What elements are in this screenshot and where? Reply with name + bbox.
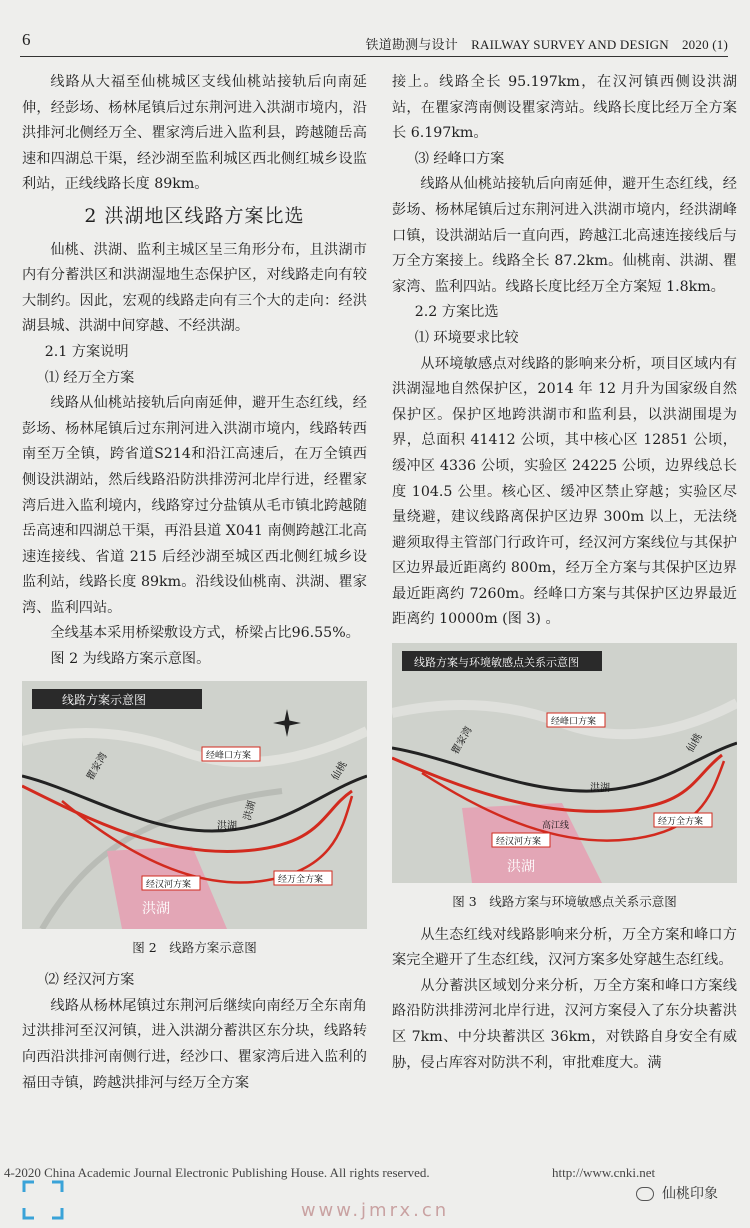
paragraph: 线路从杨林尾镇过东荆河后继续向南经万全东南角过洪排河至汉河镇，进入洪湖分蓄洪区东分块，线路转向西沿洪排河南侧行进，经沙口、瞿家湾后进入监利的福田寺镇，跨越洪排河与经万全方案 <box>22 997 367 1091</box>
label-qujiawan: 瞿家湾 <box>85 750 110 783</box>
figure-3-caption: 图 3 线路方案与环境敏感点关系示意图 <box>452 894 677 910</box>
section-heading: 2 洪湖地区线路方案比选 <box>84 204 305 227</box>
figure-2-map <box>22 681 367 929</box>
page-number: 6 <box>22 30 31 49</box>
label-fengkou: 经峰口方案 <box>206 750 252 761</box>
map-banner-title: 线路方案与环境敏感点关系示意图 <box>414 656 579 670</box>
subsection-heading: ⑶ 经峰口方案 <box>414 150 505 167</box>
figure-2-caption: 图 2 线路方案示意图 <box>132 939 257 955</box>
copyright-notice: 4-2020 China Academic Journal Electronic Publishing House. All rights reserved. <box>4 1165 430 1180</box>
label-fengkou: 经峰口方案 <box>551 717 597 728</box>
paragraph: 线路从仙桃站接轨后向南延伸，避开生态红线，经彭场、杨林尾镇后过东荆河进入洪湖市境内，经洪湖峰口镇，设洪湖站后一直向西，跨越江北高速连接线后与万全方案接上。线路全长 87.2km。仙桃南、洪湖、瞿家湾、监利四站。线路长度比经万全方案短 1.8km。 <box>392 176 737 295</box>
subsection-heading: ⑵ 经汉河方案 <box>44 972 135 989</box>
figure-3-map <box>392 643 737 883</box>
map-banner-title: 线路方案示意图 <box>62 692 147 707</box>
cnki-url[interactable]: http://www.cnki.net <box>552 1165 656 1180</box>
label-wanquan: 经万全方案 <box>278 874 324 885</box>
label-hanhe: 经汉河方案 <box>146 879 192 890</box>
site-watermark: www.jmrx.cn <box>300 1200 450 1221</box>
subsection-heading: ⑴ 经万全方案 <box>44 369 135 386</box>
label-xiantao: 仙桃 <box>685 731 705 755</box>
paragraph: 接上。线路全长 95.197km，在汉河镇西侧设洪湖站，在瞿家湾南侧设瞿家湾站。线路长度比经万全方案长 6.197km。 <box>392 74 737 142</box>
label-qujiawan: 瞿家湾 <box>450 725 475 757</box>
label-xiantao: 仙桃 <box>330 759 350 783</box>
route-map-svg <box>22 681 367 929</box>
subsection-heading: 2.2 方案比选 <box>414 304 499 321</box>
label-gaotie: 高江线 <box>542 821 570 832</box>
paragraph: 图 2 为线路方案示意图。 <box>50 651 211 668</box>
paragraph: 全线基本采用桥梁敷设方式，桥梁占比96.55%。 <box>50 625 360 642</box>
label-honghu: 洪湖 <box>242 799 259 822</box>
paragraph: 从生态红线对线路影响来分析，万全方案和峰口方案完全避开了生态红线，汉河方案多处穿越生态红线。 <box>392 926 737 969</box>
sensitivity-map-svg <box>392 643 737 883</box>
running-header <box>20 28 728 57</box>
paragraph: 线路从仙桃站接轨后向南延伸，避开生态红线，经彭场、杨林尾镇后过东荆河进入洪湖市境内，线路转西南至万全镇，跨省道S214和沿江高速后，在万全镇西侧设洪湖站，然后线路沿防洪排涝河北岸行进，经瞿家湾后进入监利境内，线路穿过分盐镇从毛市镇北跨越随岳高速和四湖总干渠，再沿县道 X041 南侧跨越江北高速连接线、省道 215 后经沙湖至城区西北侧红城乡设监利站，线路长度 89km。沿线设仙桃南、洪湖、瞿家湾、监利四站。 <box>22 395 367 616</box>
paragraph: 从分蓄洪区域划分来分析，万全方案和峰口方案线路沿防洪排涝河北岸行进，汉河方案侵入了东分块蓄洪区 7km、中分块蓄洪区 36km，对铁路自身安全有威胁，侵占库容对防洪不利，审批难度大。满 <box>392 977 737 1071</box>
right-column <box>392 70 737 1076</box>
label-wanquan: 经万全方案 <box>658 817 704 828</box>
paragraph: 仙桃、洪湖、监利主城区呈三角形分布，且洪湖市内有分蓄洪区和洪湖湿地生态保护区，对线路走向有较大制约。因此，宏观的线路走向有三个大的走向：经洪湖县城、洪湖中间穿越、不经洪湖。 <box>22 241 367 335</box>
label-hanhe: 经汉河方案 <box>496 837 542 848</box>
paragraph: 从环境敏感点对线路的影响来分析，项目区域内有洪湖湿地自然保护区，2014 年 12 月升为国家级自然保护区。保护区地跨洪湖市和监利县，以洪湖围堤为界，总面积 41412 公顷，其中核心区 12851 公顷，缓冲区 4336 公顷，实验区 24225 公顷，边界线总长度 104.5 公里。核心区、缓冲区禁止穿越；实验区尽量绕避，建议线路离保护区边界 300m 以上，无法绕避须取得主管部门行政许可，经汉河方案线位与其保护区边界最近距离约 800m，经万全方案与其保护区边界最近距离约 7260m。经峰口方案与其保护区边界最近距离约 10000m (图 3) 。 <box>392 355 737 628</box>
brand-name: 仙桃印象 <box>662 1186 718 1202</box>
label-honghu: 洪湖 <box>590 783 610 795</box>
label-honghu-2: 洪湖 <box>217 820 237 832</box>
label-lake: 洪湖 <box>142 900 170 917</box>
label-lake: 洪湖 <box>507 859 535 876</box>
subsection-heading: 2.1 方案说明 <box>44 343 129 360</box>
paragraph: 线路从大福至仙桃城区支线仙桃站接轨后向南延伸，经彭场、杨林尾镇后过东荆河进入洪湖市境内，沿洪排河北侧经万全、瞿家湾后进入监利县，跨越随岳高速和四湖总干渠，经沙湖至监利城区西北侧红城乡设监利站，正线线路长度 89km。 <box>22 74 367 193</box>
wechat-icon <box>636 1187 654 1201</box>
subsection-heading: ⑴ 环境要求比较 <box>414 329 519 346</box>
left-column <box>22 70 367 1096</box>
journal-title: 铁道勘测与设计 RAILWAY SURVEY AND DESIGN 2020 (1) <box>365 37 728 52</box>
